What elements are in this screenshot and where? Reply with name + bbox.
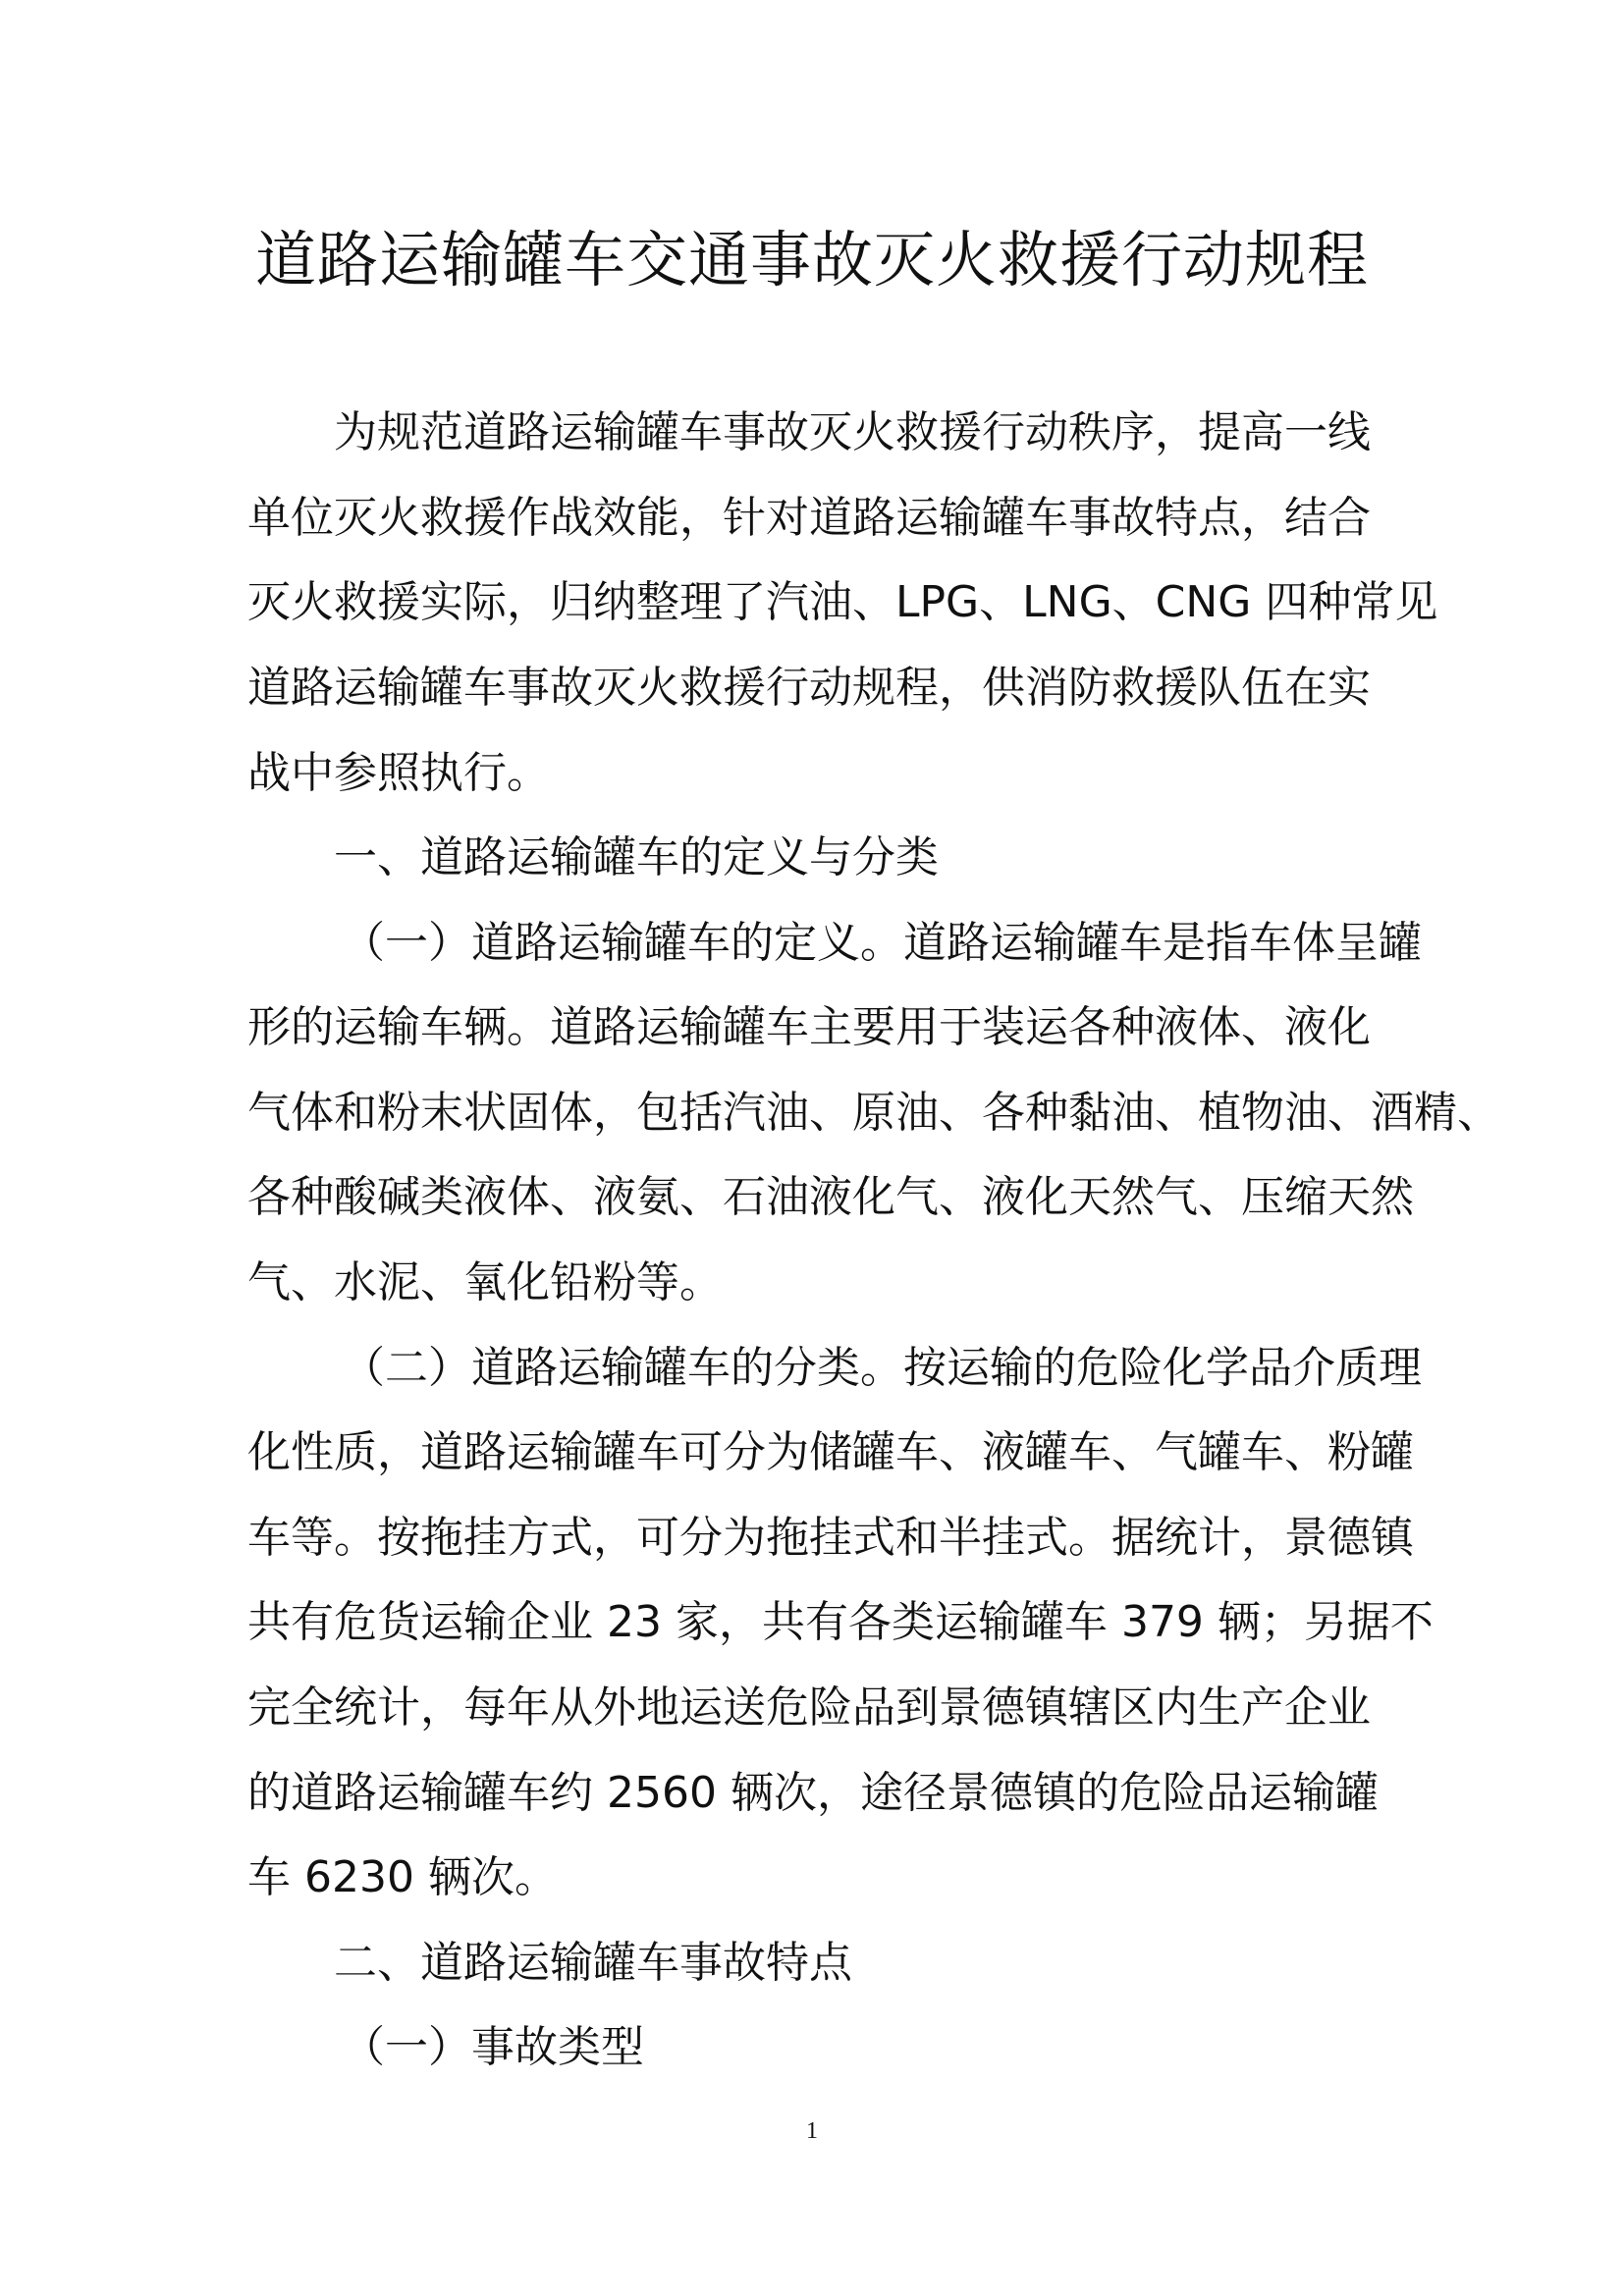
paragraph-line: 气、水泥、氧化铅粉等。 [247,1257,723,1308]
paragraph-line: 战中参照执行。 [247,748,550,798]
paragraph-line: 气体和粉末状固体，包括汽油、原油、各种黏油、植物油、酒精、 [247,1088,1500,1138]
paragraph-line: 各种酸碱类液体、液氨、石油液化气、液化天然气、压缩天然 [247,1172,1414,1222]
paragraph-line: （一）道路运输罐车的定义。道路运输罐车是指车体呈罐 [342,918,1422,968]
paragraph-line: 完全统计，每年从外地运送危险品到景德镇辖区内生产企业 [247,1682,1371,1733]
paragraph-line: 车 6230 辆次。 [247,1852,558,1902]
subsection-heading: （一）事故类型 [342,2022,644,2072]
paragraph-line: （二）道路运输罐车的分类。按运输的危险化学品介质理 [342,1343,1422,1393]
paragraph-line: 共有危货运输企业 23 家，共有各类运输罐车 379 辆；另据不 [247,1597,1434,1647]
section-heading: 一、道路运输罐车的定义与分类 [334,832,939,882]
paragraph-line: 灭火救援实际，归纳整理了汽油、LPG、LNG、CNG 四种常见 [247,577,1438,627]
section-heading: 二、道路运输罐车事故特点 [334,1938,852,1988]
page-number: 1 [806,2118,818,2144]
paragraph-line: 为规范道路运输罐车事故灭火救援行动秩序，提高一线 [334,407,1371,457]
paragraph-line: 的道路运输罐车约 2560 辆次，途径景德镇的危险品运输罐 [247,1768,1379,1818]
paragraph-line: 化性质，道路运输罐车可分为储罐车、液罐车、气罐车、粉罐 [247,1427,1414,1477]
document-title: 道路运输罐车交通事故灭火救援行动规程 [254,224,1369,295]
paragraph-line: 车等。按拖挂方式，可分为拖挂式和半挂式。据统计，景德镇 [247,1513,1414,1563]
paragraph-line: 单位灭火救援作战效能，针对道路运输罐车事故特点，结合 [247,493,1371,543]
paragraph-line: 形的运输车辆。道路运输罐车主要用于装运各种液体、液化 [247,1002,1371,1052]
paragraph-line: 道路运输罐车事故灭火救援行动规程，供消防救援队伍在实 [247,663,1371,713]
